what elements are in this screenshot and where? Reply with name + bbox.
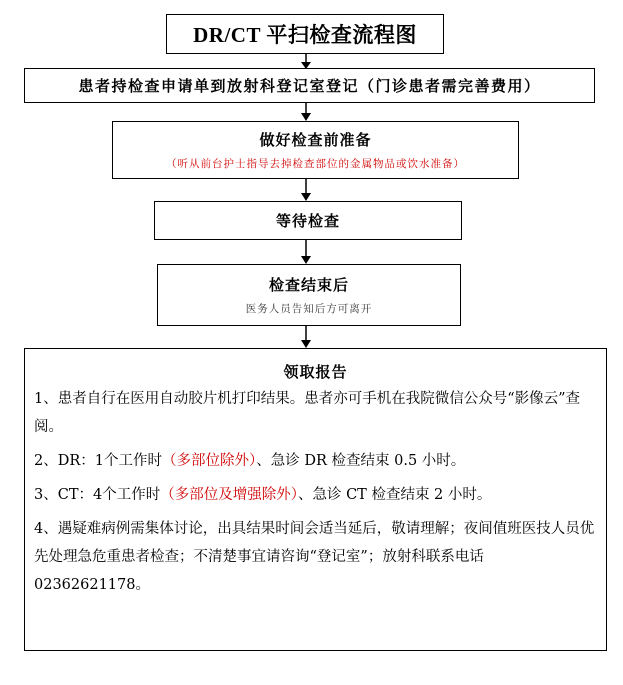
report-heading: 领取报告 [283, 363, 348, 381]
report-item-3 [34, 481, 597, 509]
report-item-2-exception: （多部位除外） [162, 453, 257, 469]
step-finish-label: 检查结束后 [268, 276, 349, 294]
arrow-wait-to-finish-head [301, 256, 311, 264]
arrow-finish-to-report-head [301, 340, 311, 348]
step-prepare-note: （听从前台护士指导去掉检查部位的金属物品或饮水准备） [166, 158, 465, 170]
arrow-register-to-prepare-head [301, 113, 311, 121]
step-finish-note: 医务人员告知后方可离开 [245, 303, 373, 315]
step-register-box [24, 68, 595, 103]
title-box [166, 14, 444, 54]
report-item-1: 1、患者自行在医用自动胶片机打印结果。患者亦可手机在我院微信公众号“影像云”查阅。 [34, 391, 581, 435]
report-item-2 [34, 447, 597, 475]
step-finish-box [157, 264, 461, 326]
step-wait-label: 等待检查 [275, 212, 340, 230]
step-register-label: 患者持检查申请单到放射科登记室登记（门诊患者需完善费用） [78, 77, 541, 95]
report-item-2-prefix: 2、DR：1个工作时 [34, 453, 162, 469]
arrow-prepare-to-wait-head [301, 193, 311, 201]
report-body [34, 379, 597, 605]
page-title: DR/CT 平扫检查流程图 [193, 23, 417, 47]
step-wait-box [154, 201, 462, 240]
report-item-3-exception: （多部位及增强除外） [160, 487, 298, 503]
report-item-3-suffix: 、急诊 CT 检查结束 2 小时。 [297, 487, 492, 503]
report-item-4: 4、遇疑难病例需集体讨论，出具结果时间会适当延后，敬请理解；夜间值班医技人员优先处理急危重患者检查；不清楚事宜请咨询“登记室”；放射科联系电话 02362621178。 [34, 521, 595, 593]
report-box [24, 348, 607, 651]
report-item-3-prefix: 3、CT：4个工作时 [34, 487, 161, 503]
step-prepare-label: 做好检查前准备 [259, 131, 372, 149]
report-item-2-suffix: 、急诊 DR 检查结束 0.5 小时。 [256, 453, 466, 469]
step-prepare-box [112, 121, 519, 179]
